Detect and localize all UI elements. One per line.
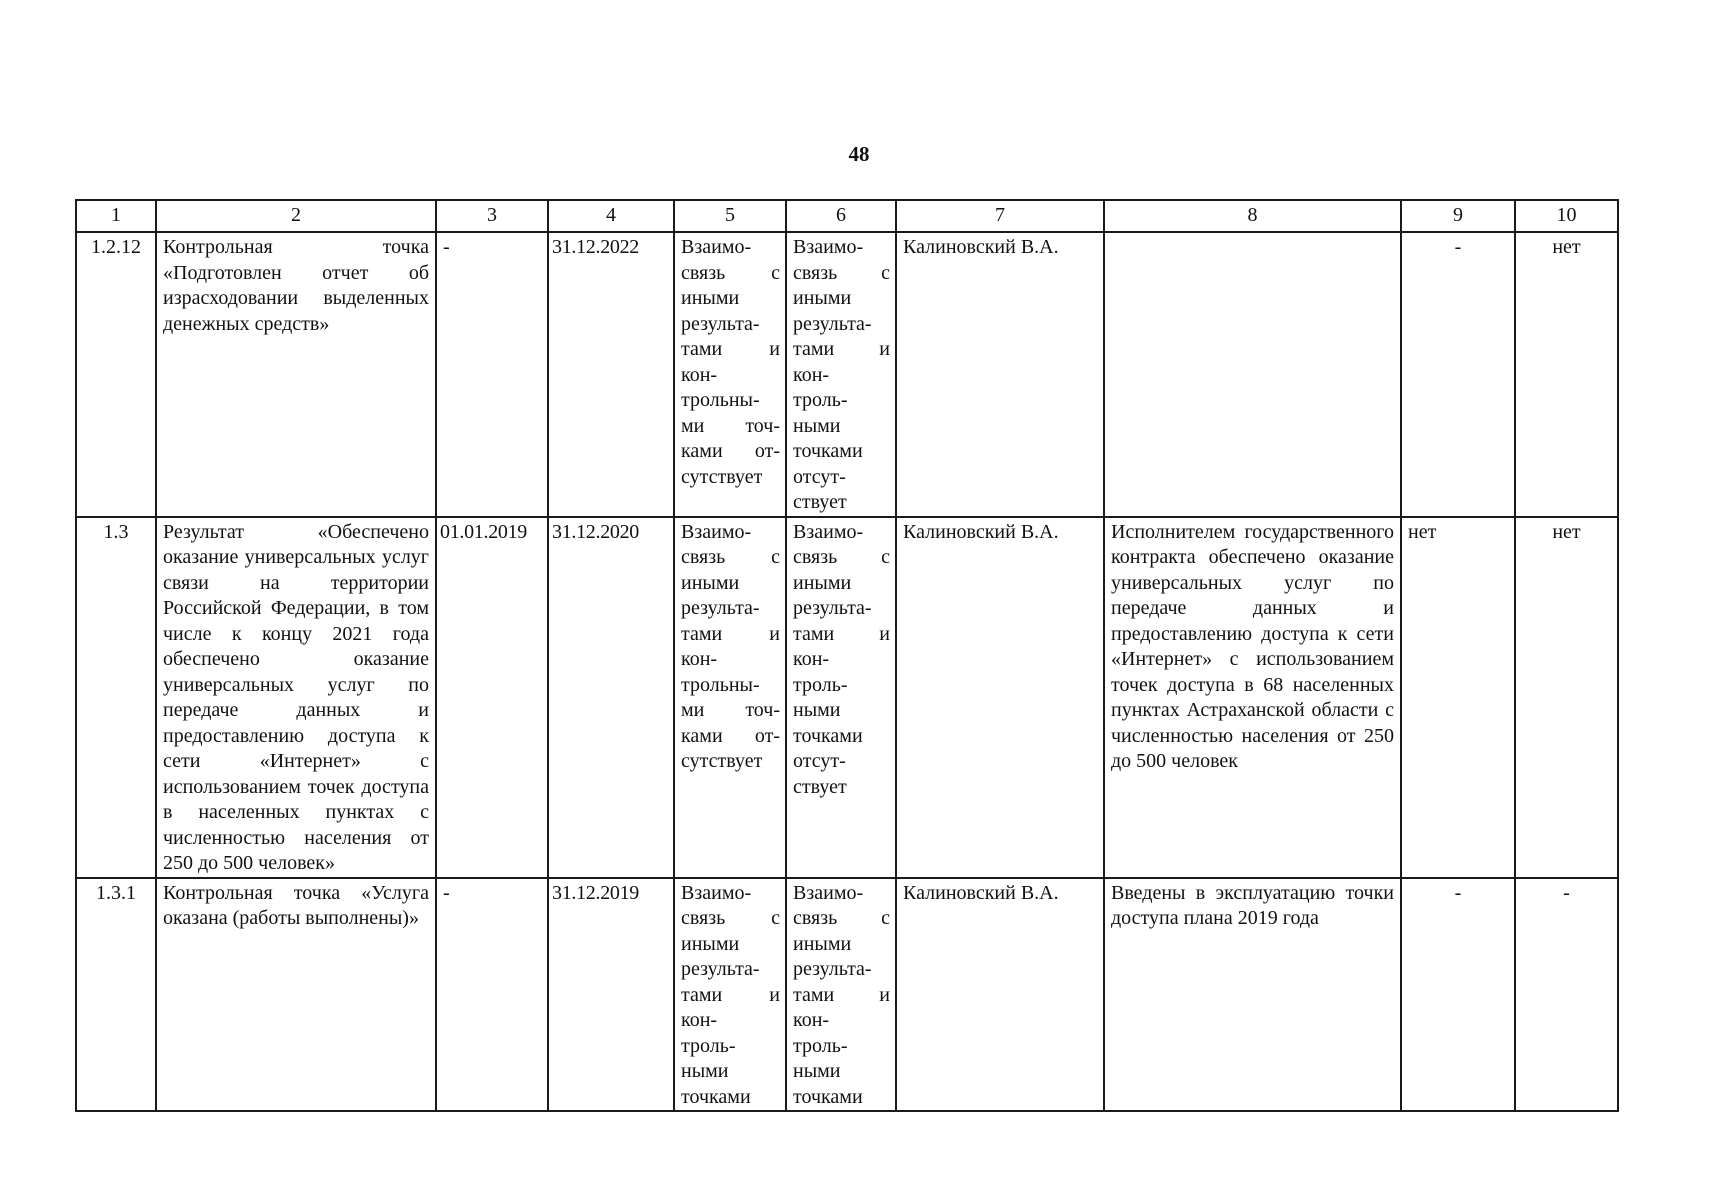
relation-text-line: тами и (681, 622, 780, 645)
relation-text-line: результа- (793, 312, 872, 335)
column-9-value: нет (1401, 517, 1515, 878)
relation-text-line: Взаимо- (793, 236, 864, 258)
relation-text-line: иными (681, 287, 740, 309)
relation-text-line: Взаимо- (681, 236, 752, 258)
relation-text-line: точками (681, 1085, 751, 1108)
page-number: 48 (848, 142, 870, 166)
relation-text-line: тами и (681, 338, 780, 360)
table-row (76, 878, 1618, 1112)
relation-text-line: кон- (681, 1009, 718, 1031)
relation-text-line: точками (793, 1085, 863, 1108)
result-characteristic: Исполнителем государственного контракта обеспечено оказание универсальных услуг по передаче данных и предоставлению доступа к сети «Интернет» с использованием точек доступа в 68 населенных пунктах Астраханской области с численностью населения от 250 до 500 человек (1104, 517, 1401, 878)
column-header: 1 (76, 200, 156, 232)
relation-cell (674, 517, 786, 878)
relation-text-line: ками от- (681, 724, 780, 747)
relation-text-line: троль- (793, 389, 848, 411)
relation-cell (786, 517, 896, 878)
relation-text-line: Взаимо- (793, 881, 864, 904)
column-header: 3 (436, 200, 548, 232)
column-10-value: нет (1515, 517, 1618, 878)
relation-cell (786, 878, 896, 1112)
relation-text-line: кон- (793, 363, 830, 386)
column-header: 10 (1515, 200, 1618, 232)
relation-text-line: иными (681, 932, 740, 955)
relation-text-line: ными (793, 1060, 841, 1082)
table-header-row (76, 200, 1618, 232)
relation-text-line: связь с (793, 546, 890, 568)
relation-text-line: точками (793, 440, 863, 462)
relation-text-line: кон- (793, 1009, 830, 1031)
row-number: 1.2.12 (76, 232, 156, 517)
relation-text-line: результа- (793, 597, 872, 619)
relation-text-line: трольны- (681, 673, 760, 696)
relation-text-line: результа- (681, 958, 760, 980)
relation-cell (786, 232, 896, 517)
item-description: Результат «Обеспечено оказание универсальных услуг связи на территории Российской Федерации, в том числе к концу 2021 года обеспечено оказание универсальных услуг по передаче данных и предоставлению доступа к сети «Интернет» с использованием точек доступа в населенных пунктах с численностью населения от 250 до 500 человек» (156, 517, 436, 878)
relation-text-line: трольны- (681, 389, 760, 411)
column-9-value: - (1401, 878, 1515, 1112)
relation-text-line: точками (793, 724, 863, 747)
relation-text-line: ствует (793, 491, 847, 513)
column-header: 7 (896, 200, 1104, 232)
relation-text-line: кон- (793, 648, 830, 670)
responsible-person: Калиновский В.А. (896, 232, 1104, 517)
column-header: 2 (156, 200, 436, 232)
relation-text-line: связь с (793, 907, 890, 929)
relation-cell (674, 878, 786, 1112)
relation-text-line: тами и (681, 983, 780, 1006)
relation-text-line: связь с (793, 261, 890, 284)
relation-text-line: связь с (681, 907, 780, 929)
column-header: 6 (786, 200, 896, 232)
start-date: - (436, 878, 548, 1112)
relation-text-line: ствует (793, 775, 847, 798)
end-date: 31.12.2020 (548, 517, 674, 878)
relation-text-line: связь с (681, 546, 780, 568)
relation-text-line: иными (793, 287, 852, 309)
relation-text-line: ными (681, 1060, 729, 1082)
row-number: 1.3.1 (76, 878, 156, 1112)
relation-text-line: тами и (793, 338, 890, 360)
table-row (76, 517, 1618, 878)
result-characteristic: Введены в эксплуатацию точки доступа плана 2019 года (1104, 878, 1401, 1112)
result-characteristic (1104, 232, 1401, 517)
relation-text-line: иными (681, 571, 740, 594)
start-date: 01.01.2019 (436, 517, 548, 878)
relation-text-line: сутствует (681, 465, 763, 488)
relation-text-line: кон- (681, 648, 718, 670)
relation-text-line: троль- (681, 1034, 736, 1057)
relation-text-line: тами и (793, 622, 890, 645)
column-10-value: нет (1515, 232, 1618, 517)
relation-text-line: Взаимо- (681, 881, 752, 904)
column-header: 5 (674, 200, 786, 232)
relation-text-line: троль- (793, 673, 848, 696)
relation-text-line: результа- (681, 597, 760, 619)
relation-text-line: отсут- (793, 750, 846, 772)
relation-text-line: результа- (681, 312, 760, 335)
relation-text-line: ками от- (681, 440, 780, 462)
item-description: Контрольная точка «Подготовлен отчет об израсходовании выделенных денежных средств» (156, 232, 436, 517)
end-date: 31.12.2022 (548, 232, 674, 517)
column-10-value: - (1515, 878, 1618, 1112)
relation-text-line: ми точ- (681, 414, 780, 437)
relation-text-line: иными (793, 571, 852, 594)
relation-text-line: иными (793, 932, 852, 955)
table-row (76, 232, 1618, 517)
plan-table (75, 199, 1619, 1112)
column-header: 8 (1104, 200, 1401, 232)
relation-text-line: сутствует (681, 750, 763, 772)
relation-text-line: кон- (681, 363, 718, 386)
start-date: - (436, 232, 548, 517)
row-number: 1.3 (76, 517, 156, 878)
relation-text-line: Взаимо- (793, 520, 864, 543)
relation-text-line: Взаимо- (681, 520, 752, 543)
relation-text-line: ными (793, 699, 841, 721)
relation-text-line: тами и (793, 983, 890, 1006)
column-9-value: - (1401, 232, 1515, 517)
column-header: 4 (548, 200, 674, 232)
relation-text-line: отсут- (793, 465, 846, 488)
relation-text-line: связь с (681, 261, 780, 284)
relation-text-line: ми точ- (681, 699, 780, 721)
relation-text-line: результа- (793, 958, 872, 980)
relation-cell (674, 232, 786, 517)
relation-text-line: троль- (793, 1034, 848, 1057)
relation-text-line: ными (793, 414, 841, 437)
responsible-person: Калиновский В.А. (896, 517, 1104, 878)
item-description: Контрольная точка «Услуга оказана (работы выполнены)» (156, 878, 436, 1112)
end-date: 31.12.2019 (548, 878, 674, 1112)
responsible-person: Калиновский В.А. (896, 878, 1104, 1112)
column-header: 9 (1401, 200, 1515, 232)
